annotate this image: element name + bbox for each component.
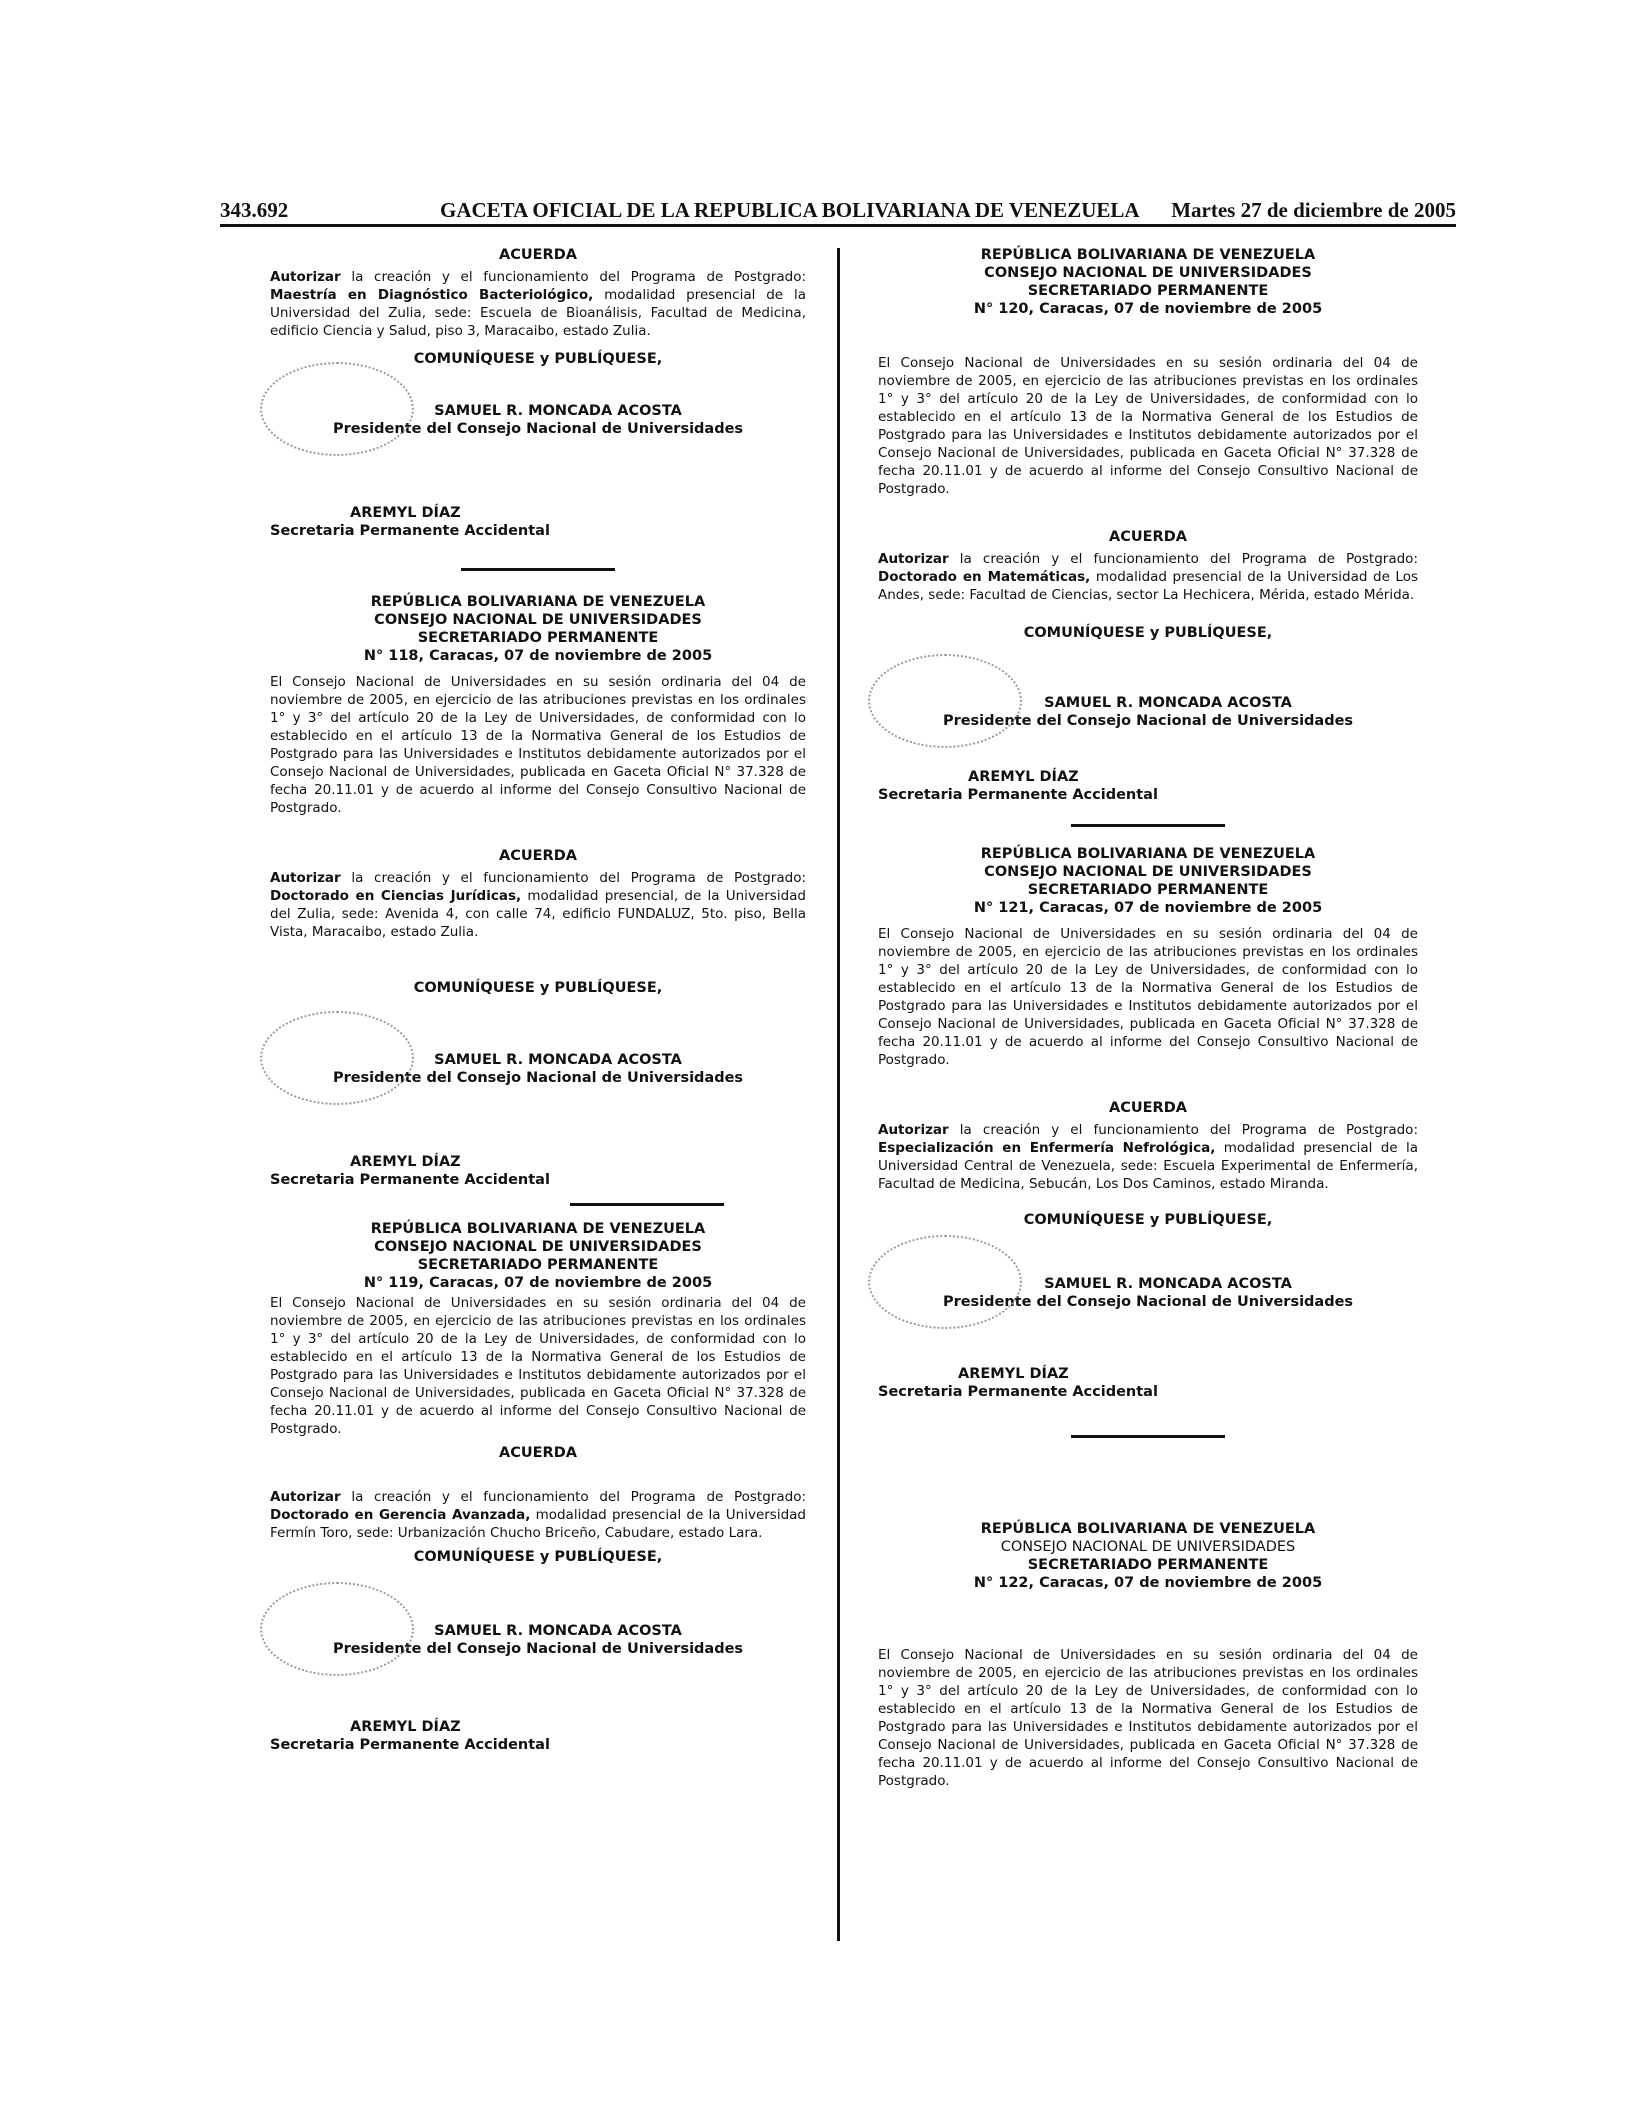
right-column [878,246,1418,1790]
council-line: CONSEJO NACIONAL DE UNIVERSIDADES [984,265,1312,281]
comunique-line: COMUNÍQUESE y PUBLÍQUESE, [413,1549,663,1565]
secretary-signature [270,504,806,540]
program-name: Doctorado en Matemáticas, [878,569,1091,585]
secretary-signature [270,1718,806,1754]
secretary-signature [878,768,1418,804]
resolution-heading [270,593,806,665]
president-signature [878,1275,1418,1311]
acuerdo-text [270,869,806,941]
considerando-text: El Consejo Nacional de Universidades en su sesión ordinaria del 04 de noviembre de 2005, en ejercicio de las atribuciones previstas en los ordinales 1° y 3° del artículo 20 de la Ley de Universidades, de conformidad con lo establecido en el artículo 13 de la Normativa General de los Estudios de Postgrado para las Universidades e Institutos debidamente autorizados por el Consejo Nacional de Universidades, publicada en Gaceta Oficial N° 37.328 de fecha 20.11.01 y de acuerdo al informe del Consejo Consultivo Nacional de Postgrado. [270,1295,806,1437]
president-signature [270,1622,806,1658]
comunique-line: COMUNÍQUESE y PUBLÍQUESE, [1023,625,1273,641]
resolution-number: N° 120, Caracas, 07 de noviembre de 2005 [973,301,1323,317]
acuerdo-pre: la creación y el funcionamiento del Programa de Postgrado: [351,870,806,886]
seal-stamp [260,1011,414,1105]
acuerdo-text [270,1488,806,1542]
republic-line: REPÚBLICA BOLIVARIANA DE VENEZUELA [370,594,706,610]
gazette-header [220,198,1456,227]
president-signature [270,1051,806,1087]
resolution-number: N° 119, Caracas, 07 de noviembre de 2005 [363,1275,713,1291]
secretary-title: Secretaria Permanente Accidental [878,1384,1158,1400]
section-rule [1071,824,1225,827]
president-signature [270,402,806,438]
resolution-number: N° 122, Caracas, 07 de noviembre de 2005 [973,1575,1323,1591]
president-title: Presidente del Consejo Nacional de Universidades [332,421,744,437]
seal-stamp [260,1582,414,1676]
resolution-118 [270,593,806,1189]
acuerdo-post: modalidad presencial de la Universidad del Zulia, sede: Escuela de Bioanálisis, Facultad de Medicina, edificio Ciencia y Salud, piso 3, Maracaibo, estado Zulia. [270,287,806,339]
secretary-signature [878,1365,1418,1401]
resolution-120 [878,246,1418,804]
acuerdo-pre: la creación y el funcionamiento del Programa de Postgrado: [351,1489,806,1505]
autorizar-label: Autorizar [270,269,341,285]
acuerdo-post: modalidad presencial, de la Universidad del Zulia, sede: Avenida 4, con calle 74, edificio FUNDALUZ, 5to. piso, Bella Vista, Maracaibo, estado Zulia. [270,888,806,940]
acuerdo-post: modalidad presencial de la Universidad de Los Andes, sede: Facultad de Ciencias, sector La Hechicera, Mérida, estado Mérida. [878,569,1418,603]
council-line: CONSEJO NACIONAL DE UNIVERSIDADES [374,612,702,628]
secretariat-line: SECRETARIADO PERMANENTE [1027,882,1269,898]
president-name: SAMUEL R. MONCADA ACOSTA [434,1052,682,1068]
acuerdo-post: modalidad presencial de la Universidad Fermín Toro, sede: Urbanización Chucho Briceño, Cabudare, estado Lara. [270,1507,806,1541]
secretariat-line: SECRETARIADO PERMANENTE [417,1257,659,1273]
secretary-name: AREMYL DÍAZ [350,1154,461,1170]
program-name: Doctorado en Ciencias Jurídicas, [270,888,522,904]
secretariat-line: SECRETARIADO PERMANENTE [1027,1557,1269,1573]
resolution-122 [878,1520,1418,1790]
president-title: Presidente del Consejo Nacional de Universidades [332,1641,744,1657]
secretariat-line: SECRETARIADO PERMANENTE [417,630,659,646]
acuerda-heading: ACUERDA [499,1445,577,1461]
council-line: CONSEJO NACIONAL DE UNIVERSIDADES [374,1239,702,1255]
council-line: CONSEJO NACIONAL DE UNIVERSIDADES [1000,1539,1296,1555]
resolution-121 [878,845,1418,1401]
considerando-text: El Consejo Nacional de Universidades en su sesión ordinaria del 04 de noviembre de 2005, en ejercicio de las atribuciones previstas en los ordinales 1° y 3° del artículo 20 de la Ley de Universidades, de conformidad con lo establecido en el artículo 13 de la Normativa General de los Estudios de Postgrado para las Universidades e Institutos debidamente autorizados por el Consejo Nacional de Universidades, publicada en Gaceta Oficial N° 37.328 de fecha 20.11.01 y de acuerdo al informe del Consejo Consultivo Nacional de Postgrado. [878,926,1418,1068]
publication-date: Martes 27 de diciembre de 2005 [1171,198,1456,222]
program-name: Maestría en Diagnóstico Bacteriológico, [270,287,594,303]
acuerda-heading: ACUERDA [1109,1100,1187,1116]
republic-line: REPÚBLICA BOLIVARIANA DE VENEZUELA [980,846,1316,862]
page-number: 343.692 [220,198,289,222]
president-title: Presidente del Consejo Nacional de Universidades [332,1070,744,1086]
seal-stamp [260,362,414,456]
acuerda-heading: ACUERDA [499,848,577,864]
secretary-title: Secretaria Permanente Accidental [270,1172,550,1188]
resolution-number: N° 118, Caracas, 07 de noviembre de 2005 [363,648,713,664]
secretary-name: AREMYL DÍAZ [968,769,1079,785]
secretary-title: Secretaria Permanente Accidental [270,523,550,539]
autorizar-label: Autorizar [878,551,949,567]
resolution-heading [878,246,1418,318]
president-name: SAMUEL R. MONCADA ACOSTA [434,1623,682,1639]
seal-stamp [868,1235,1022,1329]
resolution-119 [270,1220,806,1754]
secretary-name: AREMYL DÍAZ [350,505,461,521]
resolution-number: N° 121, Caracas, 07 de noviembre de 2005 [973,900,1323,916]
acuerdo-pre: la creación y el funcionamiento del Programa de Postgrado: [351,269,806,285]
considerando-text: El Consejo Nacional de Universidades en su sesión ordinaria del 04 de noviembre de 2005, en ejercicio de las atribuciones previstas en los ordinales 1° y 3° del artículo 20 de la Ley de Universidades, de conformidad con lo establecido en el artículo 13 de la Normativa General de los Estudios de Postgrado para las Universidades e Institutos debidamente autorizados por el Consejo Nacional de Universidades, publicada en Gaceta Oficial N° 37.328 de fecha 20.11.01 y de acuerdo al informe del Consejo Consultivo Nacional de Postgrado. [878,1647,1418,1789]
acuerdo-text [878,1121,1418,1193]
autorizar-label: Autorizar [878,1122,949,1138]
autorizar-label: Autorizar [270,870,341,886]
resolution-heading [878,1520,1418,1592]
comunique-line: COMUNÍQUESE y PUBLÍQUESE, [1023,1212,1273,1228]
acuerdo-pre: la creación y el funcionamiento del Programa de Postgrado: [959,1122,1418,1138]
comunique-line: COMUNÍQUESE y PUBLÍQUESE, [413,980,663,996]
resolution-heading [878,845,1418,917]
section-rule [1071,1435,1225,1438]
secretary-title: Secretaria Permanente Accidental [270,1737,550,1753]
acuerdo-post: modalidad presencial de la Universidad Central de Venezuela, sede: Escuela Experimental de Enfermería, Facultad de Medicina, Sebucán, Los Dos Caminos, estado Miranda. [878,1140,1418,1192]
secretary-name: AREMYL DÍAZ [958,1366,1069,1382]
considerando-text: El Consejo Nacional de Universidades en su sesión ordinaria del 04 de noviembre de 2005, en ejercicio de las atribuciones previstas en los ordinales 1° y 3° del artículo 20 de la Ley de Universidades, de conformidad con lo establecido en el artículo 13 de la Normativa General de los Estudios de Postgrado para las Universidades e Institutos debidamente autorizados por el Consejo Nacional de Universidades, publicada en Gaceta Oficial N° 37.328 de fecha 20.11.01 y de acuerdo al informe del Consejo Consultivo Nacional de Postgrado. [878,355,1418,497]
considerando-text: El Consejo Nacional de Universidades en su sesión ordinaria del 04 de noviembre de 2005, en ejercicio de las atribuciones previstas en los ordinales 1° y 3° del artículo 20 de la Ley de Universidades, de conformidad con lo establecido en el artículo 13 de la Normativa General de los Estudios de Postgrado para las Universidades e Institutos debidamente autorizados por el Consejo Nacional de Universidades, publicada en Gaceta Oficial N° 37.328 de fecha 20.11.01 y de acuerdo al informe del Consejo Consultivo Nacional de Postgrado. [270,674,806,816]
president-name: SAMUEL R. MONCADA ACOSTA [434,403,682,419]
secretariat-line: SECRETARIADO PERMANENTE [1027,283,1269,299]
section-rule [461,568,615,571]
president-signature [878,694,1418,730]
republic-line: REPÚBLICA BOLIVARIANA DE VENEZUELA [370,1221,706,1237]
section-rule [570,1203,724,1206]
acuerda-heading: ACUERDA [499,247,577,263]
republic-line: REPÚBLICA BOLIVARIANA DE VENEZUELA [980,247,1316,263]
secretary-signature [270,1153,806,1189]
president-title: Presidente del Consejo Nacional de Universidades [942,713,1354,729]
acuerda-heading: ACUERDA [1109,529,1187,545]
republic-line: REPÚBLICA BOLIVARIANA DE VENEZUELA [980,1521,1316,1537]
seal-stamp [868,654,1022,748]
secretary-title: Secretaria Permanente Accidental [878,787,1158,803]
president-name: SAMUEL R. MONCADA ACOSTA [1044,695,1292,711]
secretary-name: AREMYL DÍAZ [350,1719,461,1735]
resolution-117 [270,246,806,540]
comunique-line: COMUNÍQUESE y PUBLÍQUESE, [413,351,663,367]
autorizar-label: Autorizar [270,1489,341,1505]
resolution-heading [270,1220,806,1292]
acuerdo-pre: la creación y el funcionamiento del Programa de Postgrado: [959,551,1418,567]
president-title: Presidente del Consejo Nacional de Universidades [942,1294,1354,1310]
left-column [270,246,806,1754]
column-divider [837,248,840,1941]
acuerdo-text [878,550,1418,604]
council-line: CONSEJO NACIONAL DE UNIVERSIDADES [984,864,1312,880]
program-name: Especialización en Enfermería Nefrológica, [878,1140,1216,1156]
acuerdo-text [270,268,806,340]
publication-title: GACETA OFICIAL DE LA REPUBLICA BOLIVARIANA DE VENEZUELA [440,198,1140,222]
president-name: SAMUEL R. MONCADA ACOSTA [1044,1276,1292,1292]
program-name: Doctorado en Gerencia Avanzada, [270,1507,531,1523]
